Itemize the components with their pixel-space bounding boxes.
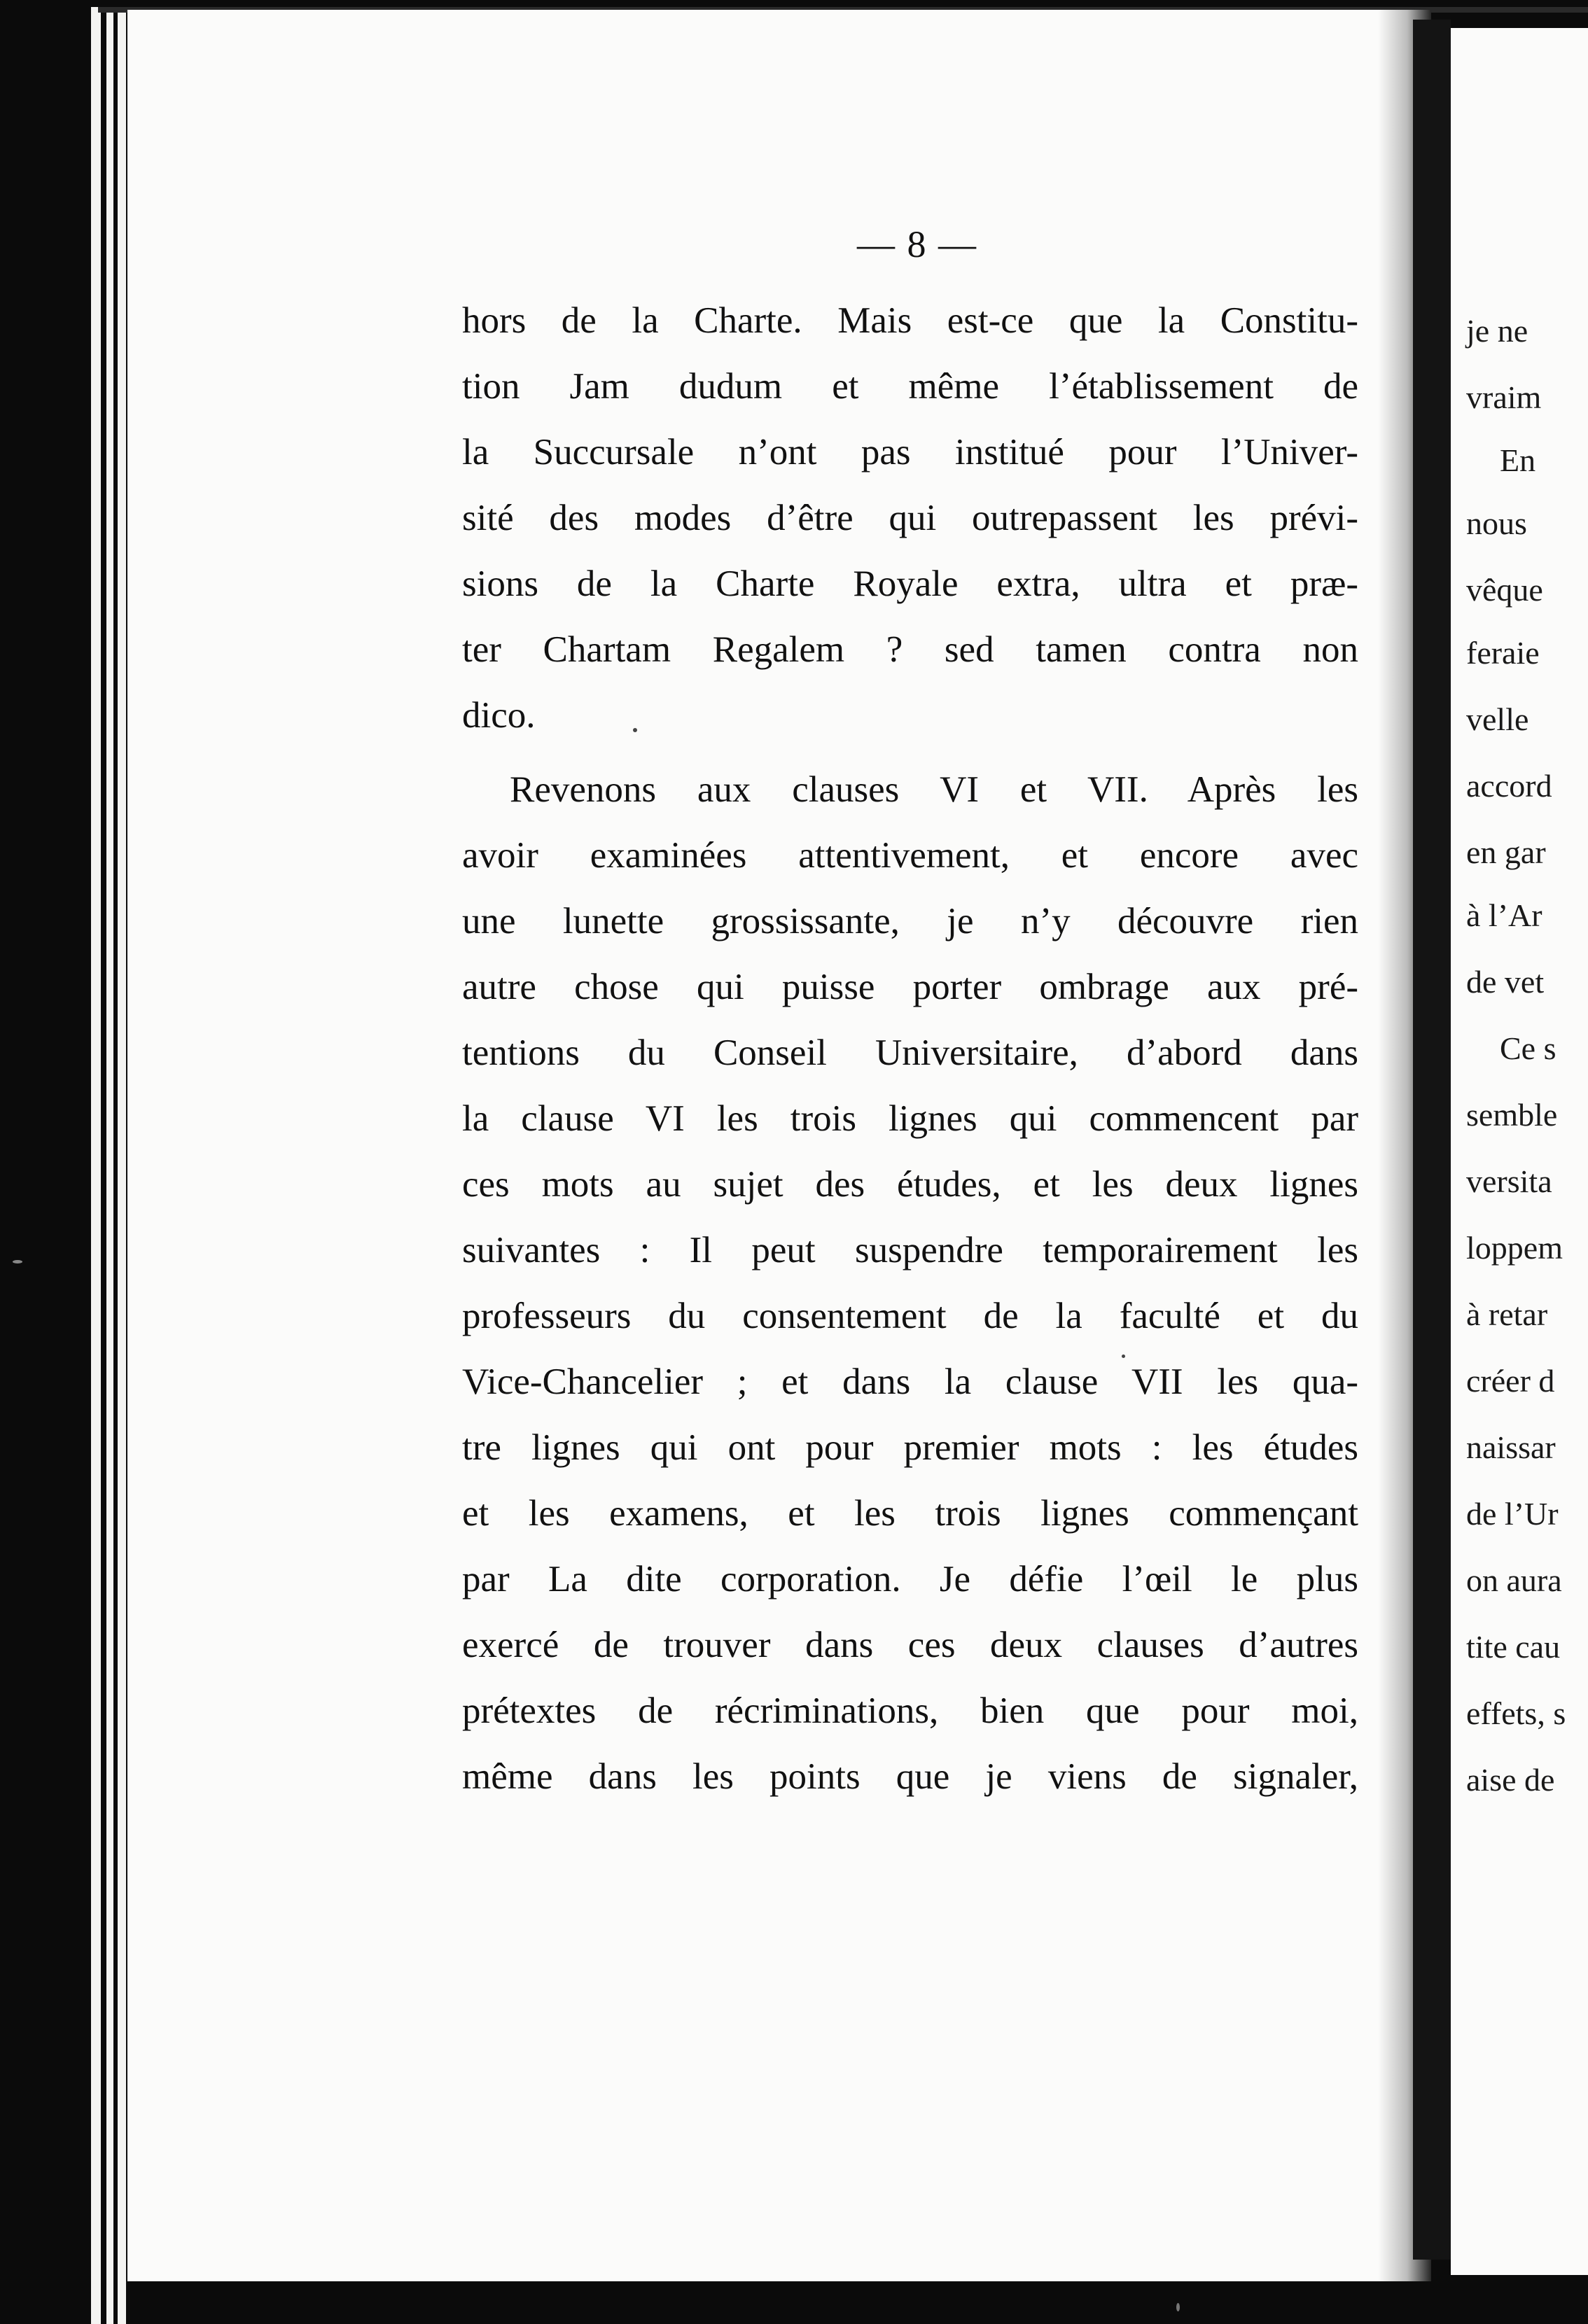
- facing-line: effets, s: [1466, 1695, 1566, 1731]
- facing-page: [1451, 28, 1588, 2275]
- text-line: tion Jam dudum et même l’établissement de: [462, 366, 1358, 407]
- page-edge: [91, 7, 101, 2324]
- facing-line: aise de: [1466, 1762, 1555, 1798]
- facing-line: nous: [1466, 505, 1527, 541]
- scan-speck: [1122, 1354, 1125, 1358]
- facing-line: à retar: [1466, 1296, 1548, 1332]
- text-line: Vice-Chancelier ; et dans la clause VII les qua-: [462, 1362, 1358, 1402]
- facing-line: tite cau: [1466, 1629, 1561, 1665]
- facing-line: accord: [1466, 768, 1552, 804]
- facing-line: naissar: [1466, 1429, 1556, 1465]
- facing-line: semble: [1466, 1097, 1558, 1133]
- text-line: prétextes de récriminations, bien que pour moi,: [462, 1690, 1358, 1731]
- text-line: tre lignes qui ont pour premier mots : les études: [462, 1427, 1358, 1468]
- facing-line: loppem: [1466, 1230, 1563, 1266]
- facing-line: feraie: [1466, 635, 1540, 671]
- book-gutter: [1413, 20, 1451, 2260]
- facing-line: de vet: [1466, 964, 1545, 1000]
- page-edge: [106, 10, 113, 2324]
- facing-line: de l’Ur: [1466, 1496, 1559, 1532]
- scan-speck: [633, 728, 637, 732]
- text-line: une lunette grossissante, je n’y découvre rien: [462, 901, 1358, 941]
- facing-line: vraim: [1466, 379, 1542, 415]
- text-line: sions de la Charte Royale extra, ultra et præ-: [462, 564, 1358, 604]
- text-line: ter Chartam Regalem ? sed tamen contra non: [462, 629, 1358, 670]
- text-line: ces mots au sujet des études, et les deux lignes: [462, 1164, 1358, 1205]
- facing-line: je ne: [1466, 313, 1528, 349]
- text-line: autre chose qui puisse porter ombrage aux pré-: [462, 967, 1358, 1007]
- text-line: exercé de trouver dans ces deux clauses d’autres: [462, 1625, 1358, 1665]
- text-line: même dans les points que je viens de signaler,: [462, 1756, 1358, 1797]
- text-line: la clause VI les trois lignes qui commencent par: [462, 1098, 1358, 1139]
- text-line: avoir examinées attentivement, et encore avec: [462, 835, 1358, 876]
- text-line: hors de la Charte. Mais est-ce que la Constitu-: [462, 300, 1358, 341]
- text-line: par La dite corporation. Je défie l’œil le plus: [462, 1559, 1358, 1600]
- text-line: sité des modes d’être qui outrepassent les prévi-: [462, 498, 1358, 538]
- text-line: et les examens, et les trois lignes commençant: [462, 1493, 1358, 1534]
- main-page: [127, 10, 1431, 2281]
- text-line: Revenons aux clauses VI et VII. Après les: [510, 769, 1358, 810]
- facing-line: créer d: [1466, 1363, 1555, 1399]
- facing-line: vêque: [1466, 572, 1543, 608]
- facing-line: velle: [1466, 701, 1529, 737]
- facing-line: Ce s: [1500, 1030, 1556, 1066]
- facing-line: à l’Ar: [1466, 897, 1542, 933]
- scan-speck: [13, 1260, 22, 1264]
- page-number: — 8 —: [857, 223, 977, 265]
- facing-line: on aura: [1466, 1562, 1562, 1598]
- page-edge: [118, 11, 126, 2324]
- text-line: suivantes : Il peut suspendre temporairement les: [462, 1230, 1358, 1270]
- text-line: la Succursale n’ont pas institué pour l’Univer-: [462, 432, 1358, 472]
- facing-line: En: [1500, 442, 1536, 478]
- facing-line: versita: [1466, 1163, 1552, 1199]
- facing-line: en gar: [1466, 834, 1546, 870]
- scan-speck: [1176, 2303, 1180, 2311]
- text-line: dico.: [462, 695, 536, 736]
- text-line: tentions du Conseil Universitaire, d’abord dans: [462, 1032, 1358, 1073]
- text-line: professeurs du consentement de la faculté et du: [462, 1296, 1358, 1336]
